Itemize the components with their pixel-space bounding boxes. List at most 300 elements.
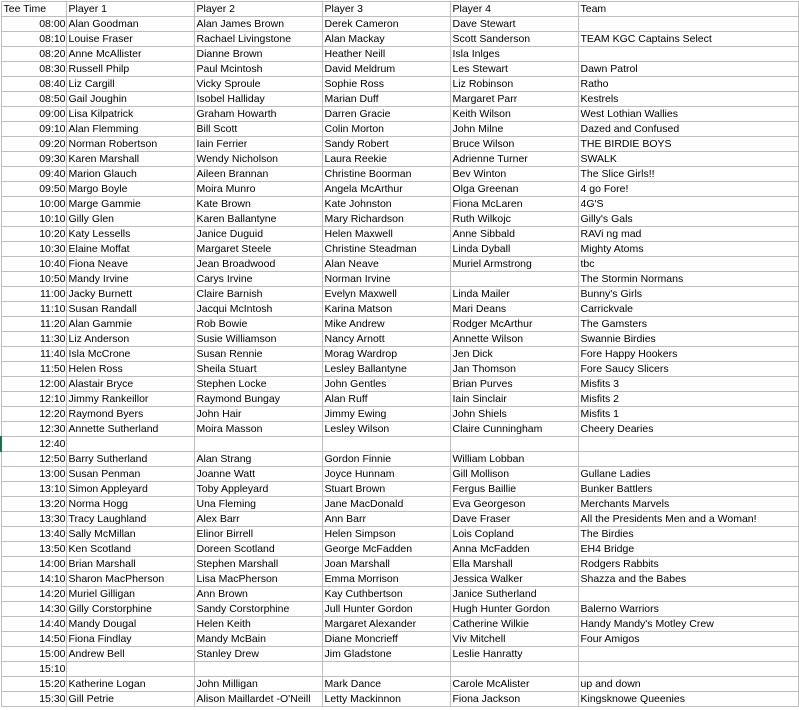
table-row (1, 632, 798, 647)
player-4-cell[interactable]: Rodger McArthur (450, 317, 578, 332)
team-cell[interactable]: Four Amigos (578, 632, 798, 647)
player-2-cell[interactable]: Alison Maillardet -O'Neill (194, 692, 322, 707)
team-cell[interactable]: Gilly's Gals (578, 212, 798, 227)
player-1-cell[interactable]: Simon Appleyard (66, 482, 194, 497)
player-1-cell[interactable]: Isla McCrone (66, 347, 194, 362)
tee-time-cell[interactable]: 13:20 (1, 497, 66, 512)
team-cell[interactable] (578, 17, 798, 32)
player-3-cell[interactable]: Gordon Finnie (322, 452, 450, 467)
player-3-cell[interactable]: Diane Moncrieff (322, 632, 450, 647)
player-2-cell[interactable]: Sheila Stuart (194, 362, 322, 377)
player-1-cell[interactable]: Alan Flemming (66, 122, 194, 137)
player-4-cell[interactable] (450, 662, 578, 677)
player-2-cell[interactable]: Janice Duguid (194, 227, 322, 242)
tee-time-cell[interactable]: 10:10 (1, 212, 66, 227)
player-1-cell[interactable]: Fiona Findlay (66, 632, 194, 647)
player-1-cell[interactable]: Alan Goodman (66, 17, 194, 32)
player-4-cell[interactable]: Linda Dyball (450, 242, 578, 257)
player-4-cell[interactable]: Leslie Hanratty (450, 647, 578, 662)
player-4-cell[interactable]: Margaret Parr (450, 92, 578, 107)
player-3-cell[interactable]: Ann Barr (322, 512, 450, 527)
player-1-cell[interactable]: Andrew Bell (66, 647, 194, 662)
player-3-cell[interactable]: Stuart Brown (322, 482, 450, 497)
tee-time-cell[interactable]: 12:20 (1, 407, 66, 422)
player-1-cell[interactable]: Susan Penman (66, 467, 194, 482)
player-1-cell[interactable]: Gill Petrie (66, 692, 194, 707)
team-cell[interactable]: up and down (578, 677, 798, 692)
player-2-cell[interactable] (194, 437, 322, 452)
player-1-cell[interactable]: Norman Robertson (66, 137, 194, 152)
player-4-cell[interactable]: Ella Marshall (450, 557, 578, 572)
player-1-cell[interactable]: Karen Marshall (66, 152, 194, 167)
player-2-cell[interactable]: Alan Strang (194, 452, 322, 467)
player-2-cell[interactable]: Lisa MacPherson (194, 572, 322, 587)
tee-time-cell[interactable]: 11:10 (1, 302, 66, 317)
player-1-cell[interactable]: Louise Fraser (66, 32, 194, 47)
player-3-cell[interactable]: Jull Hunter Gordon (322, 602, 450, 617)
player-4-cell[interactable]: Muriel Armstrong (450, 257, 578, 272)
player-2-cell[interactable]: Karen Ballantyne (194, 212, 322, 227)
team-cell[interactable]: Merchants Marvels (578, 497, 798, 512)
player-4-cell[interactable]: Anna McFadden (450, 542, 578, 557)
player-3-cell[interactable]: Kate Johnston (322, 197, 450, 212)
team-cell[interactable]: Gullane Ladies (578, 467, 798, 482)
player-2-cell[interactable]: Margaret Steele (194, 242, 322, 257)
team-cell[interactable]: Kestrels (578, 92, 798, 107)
player-1-cell[interactable]: Alan Gammie (66, 317, 194, 332)
player-3-cell[interactable]: Darren Gracie (322, 107, 450, 122)
player-2-cell[interactable]: Stephen Marshall (194, 557, 322, 572)
tee-time-cell[interactable]: 12:40 (1, 437, 66, 452)
player-4-cell[interactable]: Lois Copland (450, 527, 578, 542)
player-3-cell[interactable]: Joyce Hunnam (322, 467, 450, 482)
player-1-cell[interactable]: Gilly Glen (66, 212, 194, 227)
player-2-cell[interactable]: Rob Bowie (194, 317, 322, 332)
tee-time-cell[interactable]: 13:00 (1, 467, 66, 482)
team-cell[interactable]: RAVi ng mad (578, 227, 798, 242)
player-1-cell[interactable]: Brian Marshall (66, 557, 194, 572)
player-2-cell[interactable]: Alex Barr (194, 512, 322, 527)
tee-time-cell[interactable]: 08:10 (1, 32, 66, 47)
tee-time-cell[interactable]: 09:00 (1, 107, 66, 122)
player-2-cell[interactable]: Raymond Bungay (194, 392, 322, 407)
team-cell[interactable]: Cheery Dearies (578, 422, 798, 437)
player-2-cell[interactable]: Susan Rennie (194, 347, 322, 362)
player-4-cell[interactable]: William Lobban (450, 452, 578, 467)
player-2-cell[interactable]: Claire Barnish (194, 287, 322, 302)
team-cell[interactable]: Rodgers Rabbits (578, 557, 798, 572)
team-cell[interactable]: Fore Saucy Slicers (578, 362, 798, 377)
tee-time-cell[interactable]: 13:50 (1, 542, 66, 557)
table-row (1, 572, 798, 587)
tee-time-cell[interactable]: 15:10 (1, 662, 66, 677)
tee-time-cell[interactable]: 10:00 (1, 197, 66, 212)
table-row (1, 362, 798, 377)
player-2-cell[interactable]: Doreen Scotland (194, 542, 322, 557)
player-3-cell[interactable]: Mary Richardson (322, 212, 450, 227)
tee-time-cell[interactable]: 11:40 (1, 347, 66, 362)
tee-time-cell[interactable]: 14:30 (1, 602, 66, 617)
table-row (1, 677, 798, 692)
player-2-cell[interactable]: Carys Irvine (194, 272, 322, 287)
player-1-cell[interactable] (66, 662, 194, 677)
player-1-cell[interactable]: Gail Joughin (66, 92, 194, 107)
tee-time-cell[interactable]: 10:50 (1, 272, 66, 287)
player-3-cell[interactable]: Margaret Alexander (322, 617, 450, 632)
tee-time-cell[interactable]: 10:20 (1, 227, 66, 242)
team-cell[interactable]: Shazza and the Babes (578, 572, 798, 587)
player-3-cell[interactable]: Heather Neill (322, 47, 450, 62)
player-1-cell[interactable]: Elaine Moffat (66, 242, 194, 257)
player-3-cell[interactable]: Marian Duff (322, 92, 450, 107)
tee-time-cell[interactable]: 12:00 (1, 377, 66, 392)
player-4-cell[interactable]: John Shiels (450, 407, 578, 422)
tee-time-cell[interactable]: 11:00 (1, 287, 66, 302)
player-1-cell[interactable]: Katy Lessells (66, 227, 194, 242)
team-cell[interactable]: TEAM KGC Captains Select (578, 32, 798, 47)
player-4-cell[interactable]: Liz Robinson (450, 77, 578, 92)
player-4-cell[interactable]: Bev Winton (450, 167, 578, 182)
player-1-cell[interactable]: Jacky Burnett (66, 287, 194, 302)
team-cell[interactable]: The Birdies (578, 527, 798, 542)
player-2-cell[interactable]: Aileen Brannan (194, 167, 322, 182)
header-cell-player-2[interactable]: Player 2 (194, 2, 322, 17)
player-3-cell[interactable]: David Meldrum (322, 62, 450, 77)
player-2-cell[interactable]: Susie Williamson (194, 332, 322, 347)
player-3-cell[interactable]: Jimmy Ewing (322, 407, 450, 422)
team-cell[interactable] (578, 47, 798, 62)
player-3-cell[interactable]: Karina Matson (322, 302, 450, 317)
team-cell[interactable]: Bunker Battlers (578, 482, 798, 497)
player-1-cell[interactable]: Russell Philp (66, 62, 194, 77)
tee-time-cell[interactable]: 13:10 (1, 482, 66, 497)
player-4-cell[interactable]: Jessica Walker (450, 572, 578, 587)
tee-time-cell[interactable]: 10:30 (1, 242, 66, 257)
player-4-cell[interactable]: Bruce Wilson (450, 137, 578, 152)
player-4-cell[interactable]: Jen Dick (450, 347, 578, 362)
tee-time-sheet (0, 1, 799, 707)
player-1-cell[interactable]: Marge Gammie (66, 197, 194, 212)
player-4-cell[interactable]: Iain Sinclair (450, 392, 578, 407)
team-cell[interactable]: Mighty Atoms (578, 242, 798, 257)
team-cell[interactable]: Bunny's Girls (578, 287, 798, 302)
player-4-cell[interactable]: Dave Fraser (450, 512, 578, 527)
player-3-cell[interactable]: Alan Neave (322, 257, 450, 272)
player-4-cell[interactable]: John Milne (450, 122, 578, 137)
table-row (1, 77, 798, 92)
player-2-cell[interactable]: Moira Munro (194, 182, 322, 197)
team-cell[interactable]: EH4 Bridge (578, 542, 798, 557)
player-4-cell[interactable]: Janice Sutherland (450, 587, 578, 602)
tee-time-cell[interactable]: 14:50 (1, 632, 66, 647)
player-2-cell[interactable]: Sandy Corstorphine (194, 602, 322, 617)
tee-time-cell[interactable]: 14:20 (1, 587, 66, 602)
player-2-cell[interactable]: Rachael Livingstone (194, 32, 322, 47)
tee-time-cell[interactable]: 08:30 (1, 62, 66, 77)
tee-time-cell[interactable]: 12:50 (1, 452, 66, 467)
player-2-cell[interactable]: Stanley Drew (194, 647, 322, 662)
player-1-cell[interactable]: Mandy Dougal (66, 617, 194, 632)
player-4-cell[interactable]: Carole McAlister (450, 677, 578, 692)
table-row (1, 557, 798, 572)
player-3-cell[interactable]: Colin Morton (322, 122, 450, 137)
player-2-cell[interactable]: Una Fleming (194, 497, 322, 512)
tee-time-cell[interactable]: 09:20 (1, 137, 66, 152)
tee-time-cell[interactable]: 15:30 (1, 692, 66, 707)
player-4-cell[interactable]: Keith Wilson (450, 107, 578, 122)
player-3-cell[interactable]: Christine Steadman (322, 242, 450, 257)
player-4-cell[interactable]: Brian Purves (450, 377, 578, 392)
player-3-cell[interactable]: Sandy Robert (322, 137, 450, 152)
player-1-cell[interactable]: Helen Ross (66, 362, 194, 377)
player-1-cell[interactable] (66, 437, 194, 452)
team-cell[interactable] (578, 662, 798, 677)
player-1-cell[interactable]: Raymond Byers (66, 407, 194, 422)
team-cell[interactable]: Handy Mandy's Motley Crew (578, 617, 798, 632)
team-cell[interactable]: West Lothian Wallies (578, 107, 798, 122)
team-cell[interactable] (578, 647, 798, 662)
player-4-cell[interactable]: Dave Stewart (450, 17, 578, 32)
team-cell[interactable]: Swannie Birdies (578, 332, 798, 347)
tee-time-cell[interactable]: 08:00 (1, 17, 66, 32)
header-cell-tee-time[interactable]: Tee Time (1, 2, 66, 17)
tee-time-cell[interactable]: 09:40 (1, 167, 66, 182)
player-4-cell[interactable]: Claire Cunningham (450, 422, 578, 437)
tee-time-cell[interactable]: 13:40 (1, 527, 66, 542)
player-4-cell[interactable]: Fergus Baillie (450, 482, 578, 497)
team-cell[interactable]: Misfits 2 (578, 392, 798, 407)
player-2-cell[interactable]: Vicky Sproule (194, 77, 322, 92)
player-2-cell[interactable]: Stephen Locke (194, 377, 322, 392)
team-cell[interactable] (578, 452, 798, 467)
player-3-cell[interactable] (322, 662, 450, 677)
table-row (1, 527, 798, 542)
player-4-cell[interactable]: Fiona McLaren (450, 197, 578, 212)
player-3-cell[interactable]: Norman Irvine (322, 272, 450, 287)
player-2-cell[interactable]: Dianne Brown (194, 47, 322, 62)
player-1-cell[interactable]: Alastair Bryce (66, 377, 194, 392)
player-1-cell[interactable]: Katherine Logan (66, 677, 194, 692)
player-1-cell[interactable]: Fiona Neave (66, 257, 194, 272)
player-1-cell[interactable]: Gilly Corstorphine (66, 602, 194, 617)
team-cell[interactable]: 4G'S (578, 197, 798, 212)
player-4-cell[interactable]: Gill Mollison (450, 467, 578, 482)
team-cell[interactable]: Fore Happy Hookers (578, 347, 798, 362)
player-3-cell[interactable]: Helen Simpson (322, 527, 450, 542)
player-4-cell[interactable]: Catherine Wilkie (450, 617, 578, 632)
player-3-cell[interactable]: Jane MacDonald (322, 497, 450, 512)
table-row (1, 287, 798, 302)
header-cell-player-1[interactable]: Player 1 (66, 2, 194, 17)
player-1-cell[interactable]: Annette Sutherland (66, 422, 194, 437)
table-row (1, 212, 798, 227)
player-3-cell[interactable]: Nancy Arnott (322, 332, 450, 347)
team-cell[interactable]: Kingsknowe Queenies (578, 692, 798, 707)
team-cell[interactable]: Balerno Warriors (578, 602, 798, 617)
player-2-cell[interactable]: Bill Scott (194, 122, 322, 137)
player-3-cell[interactable]: Mark Dance (322, 677, 450, 692)
tee-time-cell[interactable]: 15:20 (1, 677, 66, 692)
player-3-cell[interactable]: Jim Gladstone (322, 647, 450, 662)
player-2-cell[interactable]: Isobel Halliday (194, 92, 322, 107)
player-2-cell[interactable]: Alan James Brown (194, 17, 322, 32)
team-cell[interactable]: Misfits 1 (578, 407, 798, 422)
team-cell[interactable]: Carrickvale (578, 302, 798, 317)
player-4-cell[interactable]: Scott Sanderson (450, 32, 578, 47)
table-row (1, 467, 798, 482)
tee-time-cell[interactable]: 15:00 (1, 647, 66, 662)
player-1-cell[interactable]: Barry Sutherland (66, 452, 194, 467)
player-4-cell[interactable]: Jan Thomson (450, 362, 578, 377)
player-1-cell[interactable]: Liz Cargill (66, 77, 194, 92)
player-2-cell[interactable]: Joanne Watt (194, 467, 322, 482)
player-2-cell[interactable]: Helen Keith (194, 617, 322, 632)
tee-time-cell[interactable]: 14:10 (1, 572, 66, 587)
player-4-cell[interactable]: Anne Sibbald (450, 227, 578, 242)
tee-time-cell[interactable]: 13:30 (1, 512, 66, 527)
table-row (1, 317, 798, 332)
team-cell[interactable] (578, 587, 798, 602)
player-3-cell[interactable]: Derek Cameron (322, 17, 450, 32)
player-1-cell[interactable]: Norma Hogg (66, 497, 194, 512)
player-4-cell[interactable]: Mari Deans (450, 302, 578, 317)
player-4-cell[interactable]: Ruth Wilkojc (450, 212, 578, 227)
team-cell[interactable]: THE BIRDIE BOYS (578, 137, 798, 152)
team-cell[interactable]: Dawn Patrol (578, 62, 798, 77)
team-cell[interactable]: Ratho (578, 77, 798, 92)
player-1-cell[interactable]: Ken Scotland (66, 542, 194, 557)
player-3-cell[interactable]: Kay Cuthbertson (322, 587, 450, 602)
player-3-cell[interactable]: Christine Boorman (322, 167, 450, 182)
player-2-cell[interactable]: John Milligan (194, 677, 322, 692)
player-2-cell[interactable]: Ann Brown (194, 587, 322, 602)
player-1-cell[interactable]: Margo Boyle (66, 182, 194, 197)
player-1-cell[interactable]: Mandy Irvine (66, 272, 194, 287)
team-cell[interactable]: tbc (578, 257, 798, 272)
player-1-cell[interactable]: Muriel Gilligan (66, 587, 194, 602)
player-2-cell[interactable] (194, 662, 322, 677)
player-3-cell[interactable]: Morag Wardrop (322, 347, 450, 362)
player-2-cell[interactable]: Graham Howarth (194, 107, 322, 122)
player-4-cell[interactable]: Fiona Jackson (450, 692, 578, 707)
player-1-cell[interactable]: Liz Anderson (66, 332, 194, 347)
tee-time-cell[interactable]: 12:10 (1, 392, 66, 407)
player-3-cell[interactable]: Alan Ruff (322, 392, 450, 407)
player-4-cell[interactable]: Linda Mailer (450, 287, 578, 302)
player-3-cell[interactable]: Lesley Wilson (322, 422, 450, 437)
tee-time-cell[interactable]: 09:10 (1, 122, 66, 137)
team-cell[interactable]: The Slice Girls!! (578, 167, 798, 182)
table-row (1, 347, 798, 362)
player-4-cell[interactable]: Isla Inlges (450, 47, 578, 62)
player-3-cell[interactable]: John Gentles (322, 377, 450, 392)
player-3-cell[interactable]: Mike Andrew (322, 317, 450, 332)
player-4-cell[interactable]: Viv Mitchell (450, 632, 578, 647)
player-1-cell[interactable]: Susan Randall (66, 302, 194, 317)
team-cell[interactable]: The Stormin Normans (578, 272, 798, 287)
tee-time-cell[interactable]: 12:30 (1, 422, 66, 437)
player-3-cell[interactable]: Laura Reekie (322, 152, 450, 167)
player-3-cell[interactable]: Letty Mackinnon (322, 692, 450, 707)
tee-time-cell[interactable]: 14:00 (1, 557, 66, 572)
player-3-cell[interactable]: Helen Maxwell (322, 227, 450, 242)
table-row (1, 602, 798, 617)
header-cell-team[interactable]: Team (578, 2, 798, 17)
player-3-cell[interactable]: Lesley Ballantyne (322, 362, 450, 377)
player-3-cell[interactable]: Joan Marshall (322, 557, 450, 572)
player-4-cell[interactable]: Adrienne Turner (450, 152, 578, 167)
player-1-cell[interactable]: Jimmy Rankeillor (66, 392, 194, 407)
team-cell[interactable]: Dazed and Confused (578, 122, 798, 137)
player-3-cell[interactable]: Evelyn Maxwell (322, 287, 450, 302)
player-1-cell[interactable]: Anne McAllister (66, 47, 194, 62)
table-row (1, 167, 798, 182)
tee-time-cell[interactable]: 09:50 (1, 182, 66, 197)
player-1-cell[interactable]: Sharon MacPherson (66, 572, 194, 587)
player-4-cell[interactable]: Les Stewart (450, 62, 578, 77)
team-cell[interactable]: Misfits 3 (578, 377, 798, 392)
player-2-cell[interactable]: Elinor Birrell (194, 527, 322, 542)
player-3-cell[interactable]: George McFadden (322, 542, 450, 557)
player-2-cell[interactable]: Wendy Nicholson (194, 152, 322, 167)
tee-time-cell[interactable]: 10:40 (1, 257, 66, 272)
table-row (1, 92, 798, 107)
tee-time-cell[interactable]: 11:20 (1, 317, 66, 332)
header-cell-player-4[interactable]: Player 4 (450, 2, 578, 17)
team-cell[interactable]: The Gamsters (578, 317, 798, 332)
player-2-cell[interactable]: Moira Masson (194, 422, 322, 437)
player-4-cell[interactable] (450, 437, 578, 452)
player-2-cell[interactable]: Kate Brown (194, 197, 322, 212)
team-cell[interactable]: 4 go Fore! (578, 182, 798, 197)
player-2-cell[interactable]: Paul Mcintosh (194, 62, 322, 77)
player-1-cell[interactable]: Lisa Kilpatrick (66, 107, 194, 122)
player-3-cell[interactable]: Sophie Ross (322, 77, 450, 92)
player-1-cell[interactable]: Tracy Laughland (66, 512, 194, 527)
player-4-cell[interactable]: Olga Greenan (450, 182, 578, 197)
player-3-cell[interactable] (322, 437, 450, 452)
team-cell[interactable] (578, 437, 798, 452)
table-row (1, 272, 798, 287)
player-3-cell[interactable]: Emma Morrison (322, 572, 450, 587)
tee-time-cell[interactable]: 09:30 (1, 152, 66, 167)
tee-time-cell[interactable]: 08:40 (1, 77, 66, 92)
player-4-cell[interactable]: Annette Wilson (450, 332, 578, 347)
player-1-cell[interactable]: Sally McMillan (66, 527, 194, 542)
player-1-cell[interactable]: Marion Glauch (66, 167, 194, 182)
player-2-cell[interactable]: Mandy McBain (194, 632, 322, 647)
tee-time-cell[interactable]: 11:30 (1, 332, 66, 347)
player-2-cell[interactable]: Jacqui McIntosh (194, 302, 322, 317)
team-cell[interactable]: All the Presidents Men and a Woman! (578, 512, 798, 527)
header-cell-player-3[interactable]: Player 3 (322, 2, 450, 17)
player-2-cell[interactable]: Toby Appleyard (194, 482, 322, 497)
player-3-cell[interactable]: Angela McArthur (322, 182, 450, 197)
table-row (1, 17, 798, 32)
player-2-cell[interactable]: Iain Ferrier (194, 137, 322, 152)
player-4-cell[interactable]: Eva Georgeson (450, 497, 578, 512)
player-4-cell[interactable]: Hugh Hunter Gordon (450, 602, 578, 617)
team-cell[interactable]: SWALK (578, 152, 798, 167)
tee-time-cell[interactable]: 14:40 (1, 617, 66, 632)
tee-time-cell[interactable]: 08:50 (1, 92, 66, 107)
player-2-cell[interactable]: Jean Broadwood (194, 257, 322, 272)
player-2-cell[interactable]: John Hair (194, 407, 322, 422)
player-3-cell[interactable]: Alan Mackay (322, 32, 450, 47)
tee-time-cell[interactable]: 11:50 (1, 362, 66, 377)
player-4-cell[interactable] (450, 272, 578, 287)
tee-time-cell[interactable]: 08:20 (1, 47, 66, 62)
